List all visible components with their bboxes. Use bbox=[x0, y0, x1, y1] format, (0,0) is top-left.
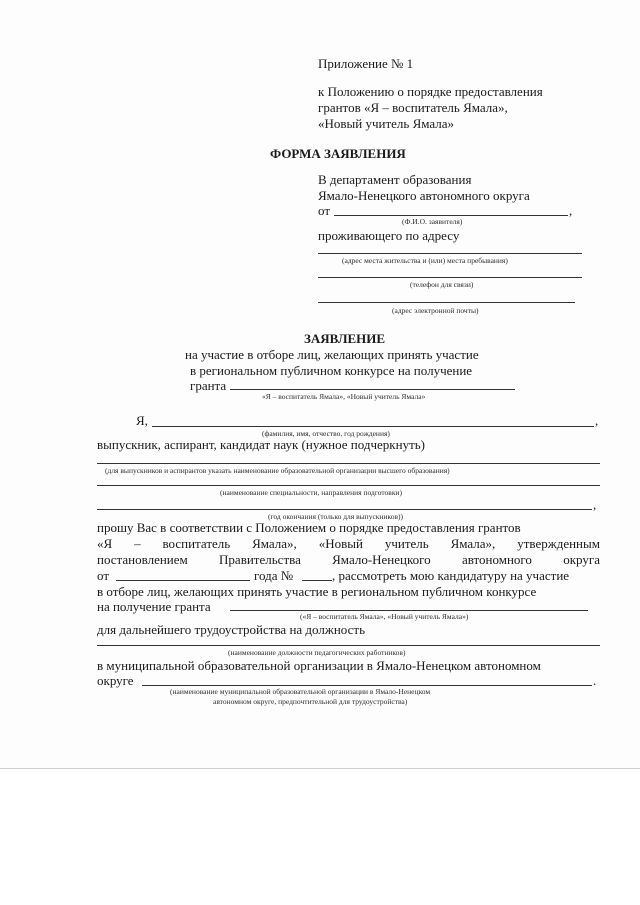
caption-graduation-year: (год окончания (только для выпускников)) bbox=[268, 512, 403, 521]
caption-applicant-fio: (Ф.И.О. заявителя) bbox=[402, 217, 463, 226]
graduate-line: выпускник, аспирант, кандидат наук (нужное подчеркнуть) bbox=[97, 437, 426, 452]
caption-address: (адрес места жительства и (или) места пребывания) bbox=[342, 256, 508, 265]
appendix-reference-line2: грантов «Я – воспитатель Ямала», bbox=[318, 100, 508, 115]
name-line bbox=[152, 426, 594, 427]
from-word: от bbox=[97, 568, 110, 583]
word: утвержденным bbox=[517, 536, 600, 551]
decree-number-line bbox=[302, 580, 332, 581]
word: Ямала», bbox=[450, 536, 496, 551]
request-line3 bbox=[97, 552, 600, 568]
word: Ямало-Ненецкого bbox=[332, 552, 431, 567]
i-label: Я, bbox=[136, 413, 148, 428]
grant-name-line bbox=[230, 389, 515, 390]
statement-subtitle-line2: в региональном публичном конкурсе на получение bbox=[190, 363, 473, 378]
graduation-line-comma: , bbox=[593, 497, 597, 512]
caption-grant-choice: («Я – воспитатель Ямала», «Новый учитель Ямала») bbox=[300, 612, 469, 621]
from-line-comma: , bbox=[569, 203, 573, 218]
year-number-label: года № bbox=[254, 568, 294, 583]
grant-choice-line bbox=[230, 610, 588, 611]
addressee-line2: Ямало-Ненецкого автономного округа bbox=[318, 188, 530, 203]
request-line2 bbox=[97, 536, 600, 552]
word: «Новый bbox=[318, 536, 363, 551]
email-line bbox=[318, 302, 575, 303]
consider-text: , рассмотреть мою кандидатуру на участие bbox=[332, 568, 570, 583]
word: воспитатель bbox=[162, 536, 231, 551]
caption-phone: (телефон для связи) bbox=[410, 280, 474, 289]
word: Правительства bbox=[219, 552, 301, 567]
request-line1: прошу Вас в соответствии с Положением о порядке предоставления грантов bbox=[97, 520, 521, 535]
word: Ямала», bbox=[252, 536, 297, 551]
caption-organization-line1: (наименование муниципальной образовательной организации в Ямало-Ненецком bbox=[170, 687, 431, 696]
address-line bbox=[318, 253, 582, 254]
appendix-number: Приложение № 1 bbox=[318, 56, 414, 71]
grant-label: гранта bbox=[190, 378, 227, 393]
organization-line-period: . bbox=[593, 673, 597, 688]
word: – bbox=[134, 536, 141, 551]
statement-title: ЗАЯВЛЕНИЕ bbox=[304, 331, 386, 346]
caption-email: (адрес электронной почты) bbox=[392, 306, 479, 315]
municipal-line: в муниципальной образовательной организации в Ямало-Ненецком автономном bbox=[97, 658, 541, 673]
caption-university: (для выпускников и аспирантов указать наименование образовательной организации высшего образования) bbox=[105, 466, 450, 475]
organization-line bbox=[142, 685, 592, 686]
from-label: от bbox=[318, 203, 331, 218]
decree-date-line bbox=[116, 580, 250, 581]
word: учитель bbox=[384, 536, 429, 551]
word: округа bbox=[563, 552, 600, 567]
request-line5: в отборе лиц, желающих принять участие в региональном публичном конкурсе bbox=[97, 584, 537, 599]
name-line-comma: , bbox=[595, 413, 599, 428]
caption-organization-line2: автономном округе, предпочтительной для трудоустройства) bbox=[213, 697, 408, 706]
word: «Я bbox=[97, 536, 113, 551]
district-word: округе bbox=[97, 673, 134, 688]
word: автономного bbox=[461, 552, 532, 567]
position-line bbox=[97, 645, 600, 646]
residing-label: проживающего по адресу bbox=[318, 228, 460, 243]
form-title: ФОРМА ЗАЯВЛЕНИЯ bbox=[270, 146, 406, 161]
applicant-name-line bbox=[334, 215, 568, 216]
request-line6: на получение гранта bbox=[97, 599, 211, 614]
caption-position: (наименование должности педагогических работников) bbox=[228, 648, 406, 657]
caption-name: (фамилия, имя, отчество, год рождения) bbox=[262, 429, 390, 438]
statement-subtitle-line1: на участие в отборе лиц, желающих принять участие bbox=[185, 347, 479, 362]
word: постановлением bbox=[97, 552, 188, 567]
phone-line bbox=[318, 277, 582, 278]
appendix-reference-line3: «Новый учитель Ямала» bbox=[318, 116, 455, 131]
addressee-line1: В департамент образования bbox=[318, 172, 472, 187]
caption-specialty: (наименование специальности, направления подготовки) bbox=[220, 488, 403, 497]
appendix-reference-line1: к Положению о порядке предоставления bbox=[318, 84, 543, 99]
graduation-year-line bbox=[97, 509, 592, 510]
specialty-line bbox=[97, 485, 600, 486]
university-line bbox=[97, 463, 600, 464]
employment-line: для дальнейшего трудоустройства на должность bbox=[97, 622, 365, 637]
caption-grant: «Я – воспитатель Ямала», «Новый учитель Ямала» bbox=[262, 392, 426, 401]
